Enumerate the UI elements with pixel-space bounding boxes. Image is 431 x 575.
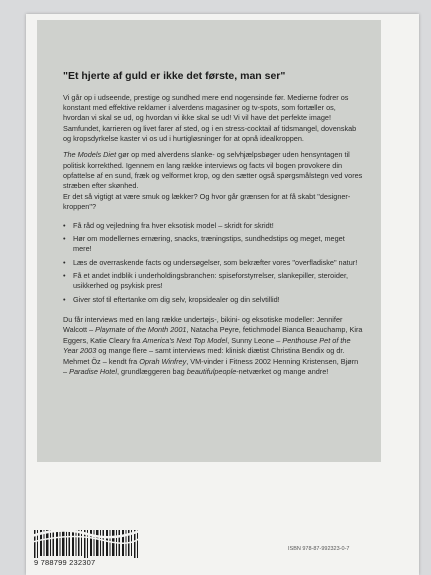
interviews-emphasis: Playmate of the Month 2001 (95, 325, 187, 335)
interviews-emphasis: Penthouse Pet of the Year 2003 (63, 335, 351, 356)
book-description-text: gør op med alverdens slanke- og selvhjælpsbøger uden hensyntagen til politisk korrekthed. Igennem en lang række interviews og facts vil bogen provokere din opfattelse af en sund, fræk og velformet krop, og den sætter også spørgsmålstegn ved vores stræben efter skønhed. (63, 150, 363, 191)
interviews-text: , Natacha Peyre, fetichmodel Bianca Beauchamp, Kira Eggers, Katie Cleary fra (63, 325, 363, 345)
feature-item: • Læs de overraskende facts og undersøgelser, som bekræfter vores "overfladiske" natur! (63, 258, 363, 268)
interviews-emphasis: Paradise Hotel (69, 366, 117, 376)
interviews-text: og mange flere – samt interviews med: klinisk diætist Christina Bendix og dr. Mehmet Öz – kendt fra (63, 346, 345, 366)
question-text: Er det så vigtigt at være smuk og lækker? Og hvor går grænsen for at få skabt "designer-kroppen"? (63, 191, 351, 212)
book-title: The Models Diet (63, 150, 117, 160)
feature-list (63, 221, 363, 306)
interviews-text: , grundlæggeren bag (116, 366, 187, 376)
feature-item: • Få råd og vejledning fra hver eksotisk model – skridt for skridt! (63, 221, 363, 231)
isbn-label: ISBN 978-87-992323-0-7 (288, 546, 350, 552)
interviews-emphasis: beautifulpeople (186, 366, 237, 376)
intro-paragraph: Vi går op i udseende, prestige og sundhed mere end nogensinde før. Medierne fodrer os konstant med effektive reklamer i alverdens magasiner og tv-spots, som fortæller os, hvordan vi skal se ud, og hvordan vi ikke skal se ud! Vi vil have det perfekte image! Samfundet, karrieren og livet farer af sted, og i en stress-cocktail af tidsmangel, dovenskab og kropsdyrkelse kaster vi os ud i hurtigløsninger for at opnå idealkroppen. (63, 92, 357, 144)
text-panel (37, 20, 381, 462)
interviews-text: , VM-vinder i Fitness 2002 Henning Kristensen, Bjørn – (63, 356, 359, 376)
feature-item: • Giver stof til eftertanke om dig selv, kropsidealer og din selvtillid! (63, 295, 363, 305)
interviews-text: , Sunny Leone – (227, 335, 283, 345)
feature-item: • Få et andet indblik i underholdingsbranchen: spiseforstyrrelser, slankepiller, steroider, usikkerhed og psykisk pres! (63, 271, 363, 292)
blurb-heading: "Et hjerte af guld er ikke det første, man ser" (63, 70, 286, 82)
book-description-paragraph (63, 150, 363, 212)
barcode (32, 520, 142, 566)
blurb-content (63, 70, 363, 383)
interviews-emphasis: Oprah Winfrey (139, 356, 187, 366)
barcode-number: 9 788799 232307 (34, 558, 96, 567)
interviews-paragraph (63, 315, 363, 377)
interviews-text: Du får interviews med en lang række undertøjs-, bikini- og eksotiske modeller: Jennifer Walcott – (63, 315, 343, 335)
interviews-emphasis: America's Next Top Model (142, 335, 228, 345)
feature-item: • Hør om modellernes ernæring, snacks, træningstips, sundhedstips og meget, meget mere! (63, 234, 363, 255)
interviews-text: -netværket og mange andre! (236, 366, 329, 376)
barcode-icon (32, 530, 142, 558)
